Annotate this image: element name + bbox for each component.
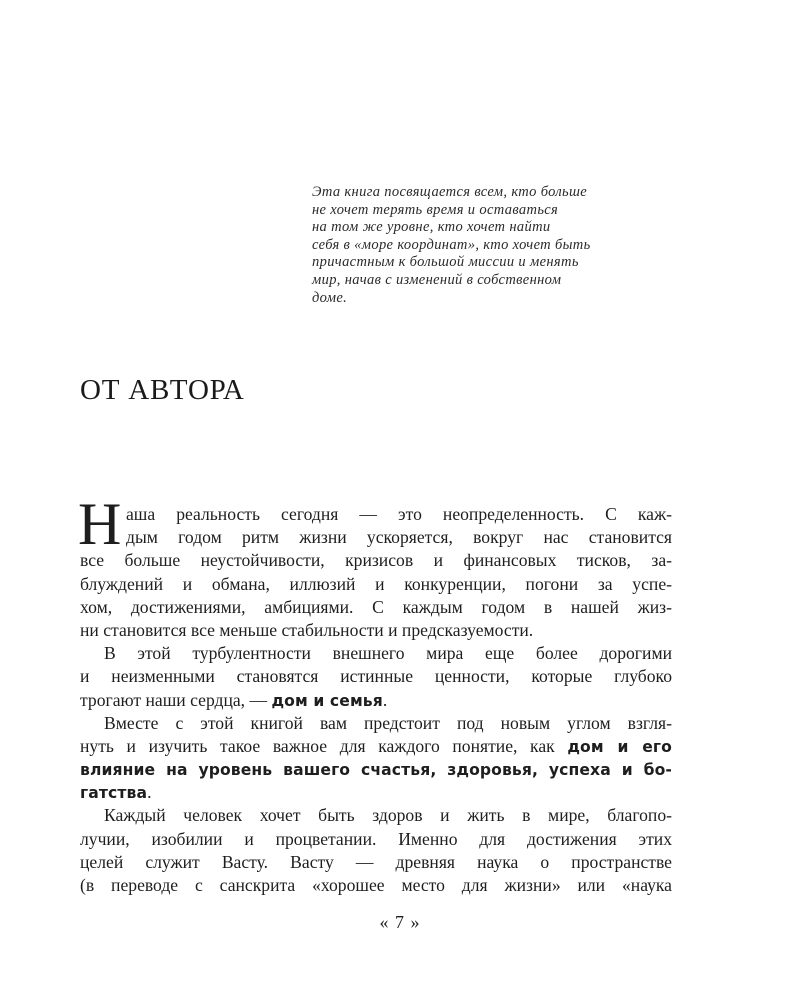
text-line: Каждый человек хочет быть здоров и жить в мире, благопо- — [104, 805, 672, 826]
body-text — [78, 491, 672, 897]
text-span: . — [147, 782, 152, 803]
text-line: и неизменными становятся истинные ценности, которые глубоко — [80, 666, 672, 687]
text-line: дым годом ритм жизни ускоряется, вокруг нас становится — [126, 527, 672, 548]
epigraph-line: на том же уровне, кто хочет найти — [312, 219, 551, 236]
text-line: Вместе с этой книгой вам предстоит под новым углом взгля- — [104, 712, 672, 733]
text-line: ни становится все меньше стабильности и предсказуемости. — [80, 619, 534, 640]
text-span: трогают наши сердца, — — [80, 689, 272, 710]
epigraph-line: Эта книга посвящается всем, кто больше — [312, 184, 588, 200]
text-span: . — [382, 689, 388, 710]
page-number: « 7 » — [379, 912, 421, 932]
text-line — [80, 758, 672, 781]
text-span: нуть и изучить такое важное для каждого понятие, как — [80, 735, 568, 756]
text-line — [80, 781, 672, 804]
epigraph-line: не хочет терять время и оставаться — [312, 201, 559, 218]
text-line — [80, 735, 672, 758]
bold-phrase: дом и семья — [271, 691, 383, 710]
epigraph-line: доме. — [312, 289, 348, 306]
epigraph-line: себя в «море координат», кто хочет быть — [312, 236, 591, 253]
bold-phrase: влияние на уровень вашего счастья, здоровья, успеха и бо- — [80, 761, 672, 780]
epigraph — [312, 184, 684, 307]
bold-phrase: дом и его — [567, 737, 672, 756]
text-line: (в переводе с санскрита «хорошее место для жизни» или «наука — [80, 875, 672, 895]
text-line: целей служит Васту. Васту — древняя наука о пространстве — [80, 851, 672, 872]
epigraph-line: причастным к большой миссии и менять — [312, 254, 579, 271]
text-line: все больше неустойчивости, кризисов и финансовых тисков, за- — [80, 550, 672, 571]
text-line: лучии, изобилии и процветании. Именно для достижения этих — [80, 828, 672, 849]
text-line — [80, 689, 672, 712]
bold-phrase: гатства — [80, 784, 148, 803]
epigraph-line: мир, начав с изменений в собственном — [312, 271, 562, 288]
text-line: блуждений и обмана, иллюзий и конкуренции, погони за успе- — [80, 573, 672, 594]
drop-cap: Н — [78, 491, 122, 557]
text-line: хом, достижениями, амбициями. С каждым годом в нашей жиз- — [80, 596, 672, 617]
text-span: аша реальность сегодня — это неопределенность. С каж- — [126, 504, 672, 524]
text-line: В этой турбулентности внешнего мира еще более дорогими — [104, 643, 672, 664]
chapter-title: ОТ АВТОРА — [80, 374, 245, 406]
